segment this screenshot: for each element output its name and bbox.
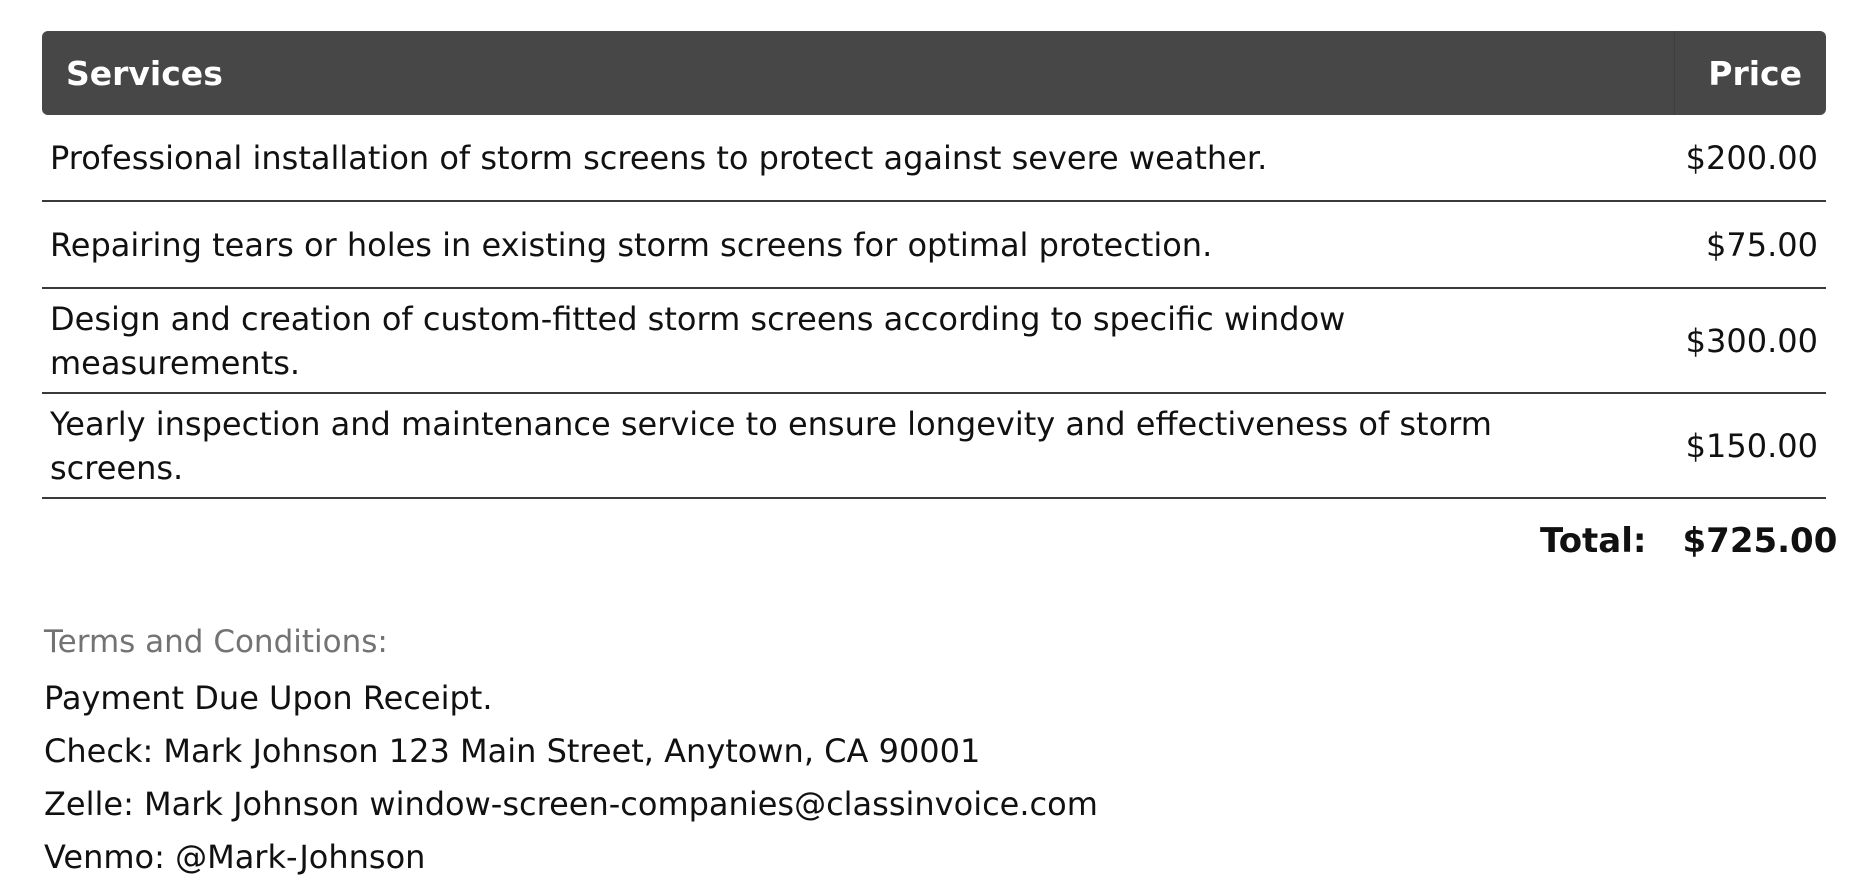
table-row bbox=[42, 201, 1826, 288]
total-row bbox=[42, 498, 1826, 583]
service-description: Repairing tears or holes in existing storm screens for optimal protection. bbox=[42, 201, 1675, 288]
terms-zelle-line: Zelle: Mark Johnson window-screen-companies@classinvoice.com bbox=[44, 785, 1098, 823]
terms-section bbox=[44, 618, 1744, 884]
table-row bbox=[42, 115, 1826, 201]
terms-payment-line: Payment Due Upon Receipt. bbox=[44, 679, 493, 717]
price-column-header: Price bbox=[1675, 31, 1827, 115]
total-value: $725.00 bbox=[1682, 521, 1838, 561]
service-description: Yearly inspection and maintenance service to ensure longevity and effectiveness of storm screens. bbox=[42, 393, 1675, 498]
table-header-row bbox=[42, 31, 1826, 115]
service-price: $75.00 bbox=[1675, 201, 1827, 288]
service-price: $200.00 bbox=[1675, 115, 1827, 201]
services-table bbox=[42, 31, 1838, 583]
table-row bbox=[42, 288, 1826, 393]
table-row bbox=[42, 393, 1826, 498]
services-column-header: Services bbox=[42, 31, 1675, 115]
service-description: Professional installation of storm screens to protect against severe weather. bbox=[42, 115, 1675, 201]
service-price: $150.00 bbox=[1675, 393, 1827, 498]
terms-heading: Terms and Conditions: bbox=[44, 624, 388, 660]
service-description: Design and creation of custom-fitted storm screens according to specific window measurements. bbox=[42, 288, 1675, 393]
service-price: $300.00 bbox=[1675, 288, 1827, 393]
total-label: Total: bbox=[1540, 521, 1647, 561]
terms-venmo-line: Venmo: @Mark-Johnson bbox=[44, 838, 426, 876]
terms-check-line: Check: Mark Johnson 123 Main Street, Anytown, CA 90001 bbox=[44, 732, 981, 770]
